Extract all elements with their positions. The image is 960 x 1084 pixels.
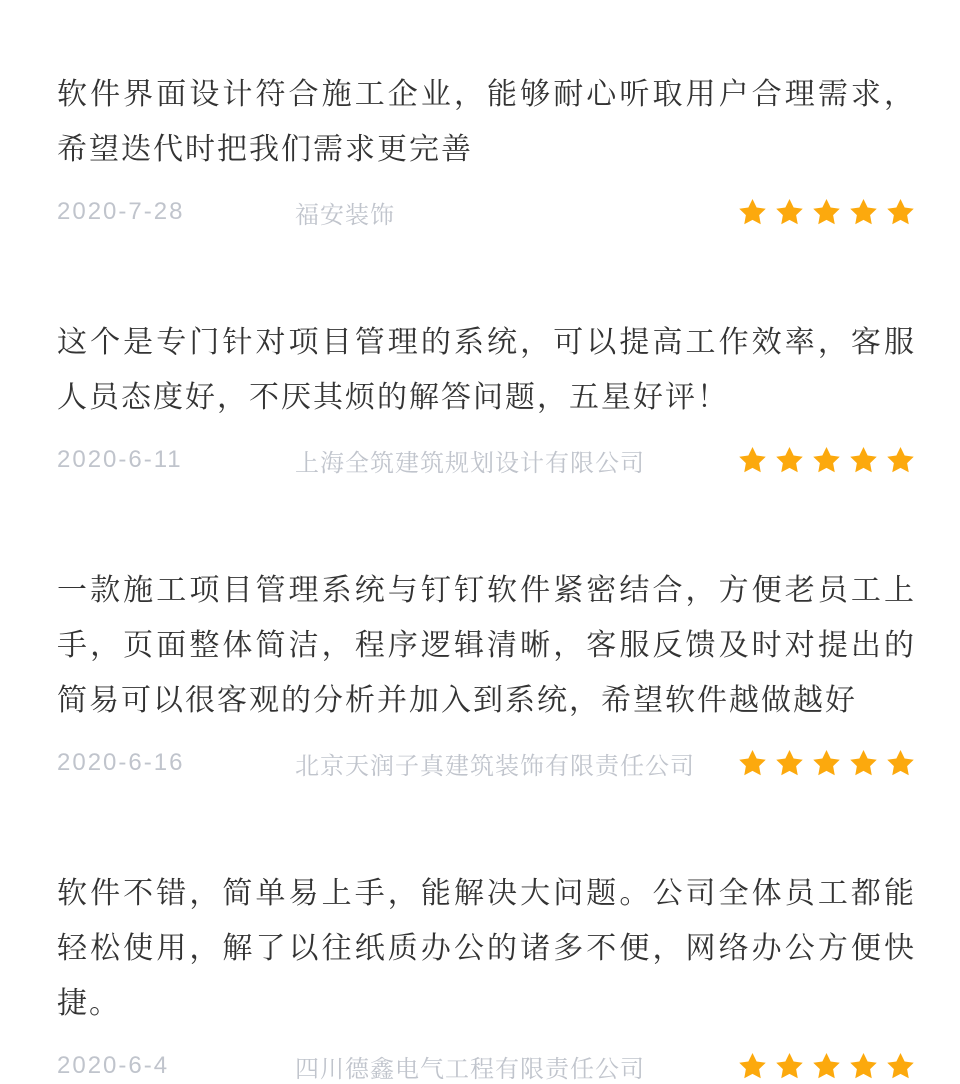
star-icon bbox=[774, 1051, 805, 1081]
star-icon bbox=[737, 445, 768, 475]
review-company: 上海全筑建筑规划设计有限公司 bbox=[295, 449, 645, 477]
star-icon bbox=[774, 197, 805, 227]
star-icon bbox=[811, 445, 842, 475]
review-company: 北京天润子真建筑装饰有限责任公司 bbox=[295, 752, 695, 780]
review-date: 2020-7-28 bbox=[57, 198, 185, 225]
star-rating bbox=[737, 197, 916, 227]
review-text: 这个是专门针对项目管理的系统，可以提高工作效率，客服人员态度好，不厌其烦的解答问题，五星好评！ bbox=[57, 326, 916, 414]
star-icon bbox=[811, 748, 842, 778]
review-text: 软件界面设计符合施工企业，能够耐心听取用户合理需求，希望迭代时把我们需求更完善 bbox=[57, 78, 916, 166]
star-icon bbox=[885, 748, 916, 778]
review-meta bbox=[57, 748, 916, 778]
star-rating bbox=[737, 445, 916, 475]
star-icon bbox=[811, 1051, 842, 1081]
star-icon bbox=[811, 197, 842, 227]
star-icon bbox=[885, 197, 916, 227]
star-icon bbox=[848, 748, 879, 778]
review-card bbox=[57, 315, 916, 475]
review-date: 2020-6-11 bbox=[57, 446, 183, 473]
star-icon bbox=[885, 445, 916, 475]
star-icon bbox=[774, 748, 805, 778]
star-icon bbox=[774, 445, 805, 475]
review-meta bbox=[57, 197, 916, 227]
review-meta bbox=[57, 1051, 916, 1081]
star-icon bbox=[737, 1051, 768, 1081]
star-icon bbox=[848, 445, 879, 475]
review-text: 一款施工项目管理系统与钉钉软件紧密结合，方便老员工上手，页面整体简洁，程序逻辑清晰，客服反馈及时对提出的简易可以很客观的分析并加入到系统，希望软件越做越好 bbox=[57, 574, 916, 717]
review-card bbox=[57, 866, 916, 1081]
star-icon bbox=[737, 197, 768, 227]
review-date: 2020-6-4 bbox=[57, 1052, 170, 1079]
review-text: 软件不错，简单易上手，能解决大问题。公司全体员工都能轻松使用，解了以往纸质办公的诸多不便，网络办公方便快捷。 bbox=[57, 877, 916, 1020]
star-icon bbox=[848, 1051, 879, 1081]
review-card bbox=[57, 67, 916, 227]
review-company: 四川德鑫电气工程有限责任公司 bbox=[295, 1055, 645, 1083]
review-card bbox=[57, 563, 916, 778]
review-company: 福安装饰 bbox=[295, 201, 395, 229]
star-icon bbox=[885, 1051, 916, 1081]
star-icon bbox=[737, 748, 768, 778]
star-rating bbox=[737, 1051, 916, 1081]
star-rating bbox=[737, 748, 916, 778]
star-icon bbox=[848, 197, 879, 227]
review-date: 2020-6-16 bbox=[57, 749, 185, 776]
review-meta bbox=[57, 445, 916, 475]
